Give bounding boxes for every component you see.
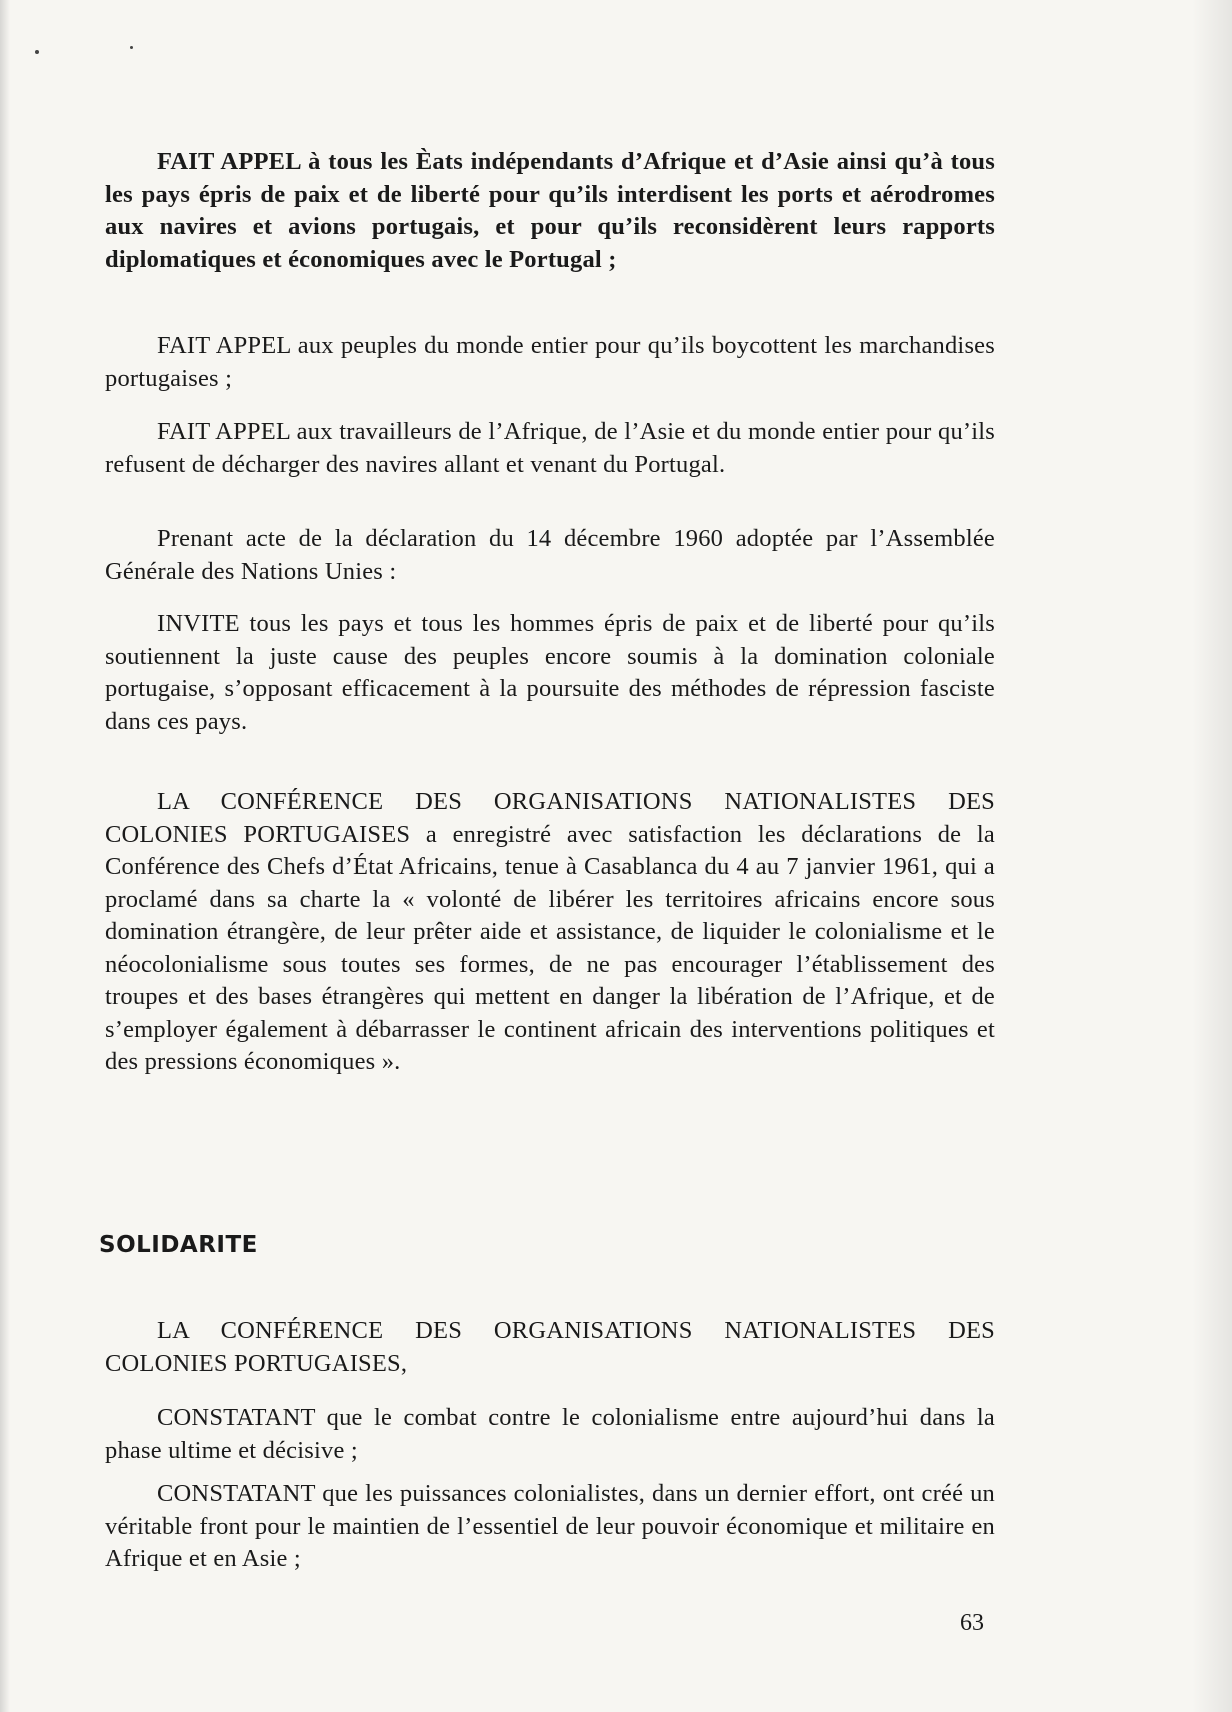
scan-speck (35, 50, 39, 54)
scan-edge-left (0, 0, 10, 1712)
page-number: 63 (960, 1610, 984, 1636)
document-page (99, 0, 995, 1712)
paragraph-fait-appel-etats (105, 146, 995, 276)
paragraph-constatant-combat: CONSTATANT que le combat contre le colonialisme entre aujourd’hui dans la phase ultime et décisive ; (105, 1404, 995, 1464)
paragraph-invite: INVITE tous les pays et tous les hommes épris de paix et de liberté pour qu’ils soutiennent la juste cause des peuples encore soumis à la domination coloniale portugaise, s’opposant efficacement à la poursuite des méthodes de répression fasciste dans ces pays. (105, 610, 995, 735)
paragraph-conference-casablanca: LA CONFÉRENCE DES ORGANISATIONS NATIONALISTES DES COLONIES PORTUGAISES a enregistré avec satisfaction les déclarations de la Conférence des Chefs d’État Africains, tenue à Casablanca du 4 au 7 janvier 1961, qui a proclamé dans sa charte la « volonté de libérer les territoires africains encore sous domination étrangère, de leur prêter aide et assistance, de liquider le colonialisme et le néocolonialisme sous toutes ses formes, de ne pas encourager l’établissement des troupes et des bases étrangères qui mettent en danger la libération de l’Afrique, et de s’employer également à débarrasser le continent africain des interventions politiques et des pressions économiques ». (105, 788, 995, 1075)
paragraph-prenant-acte: Prenant acte de la déclaration du 14 décembre 1960 adoptée par l’Assemblée Générale des Nations Unies : (105, 525, 995, 585)
paragraph-conference-organisations: LA CONFÉRENCE DES ORGANISATIONS NATIONALISTES DES COLONIES PORTUGAISES, (105, 1317, 995, 1377)
paragraph-lead: FAIT APPEL (157, 148, 301, 175)
section-heading: SOLIDARITE (99, 1232, 258, 1258)
paragraph-constatant-puissances: CONSTATANT que les puissances colonialistes, dans un dernier effort, ont créé un véritable front pour le maintien de l’essentiel de leur pouvoir économique et militaire en Afrique et en Asie ; (105, 1480, 995, 1572)
paragraph-fait-appel-travailleurs: FAIT APPEL aux travailleurs de l’Afrique, de l’Asie et du monde entier pour qu’ils refusent de décharger des navires allant et venant du Portugal. (105, 418, 995, 478)
scan-edge-right (1192, 0, 1232, 1712)
paragraph-fait-appel-peuples: FAIT APPEL aux peuples du monde entier pour qu’ils boycottent les marchandises portugaises ; (105, 332, 995, 392)
paragraph-text: à tous les Èats indépendants d’Afrique et d’Asie ainsi qu’à tous les pays épris de paix et de liberté pour qu’ils interdisent les ports et aérodromes aux navires et avions portugais, et pour qu’ils reconsidèrent leurs rapports diplomatiques et économiques avec le Portugal ; (105, 148, 995, 273)
